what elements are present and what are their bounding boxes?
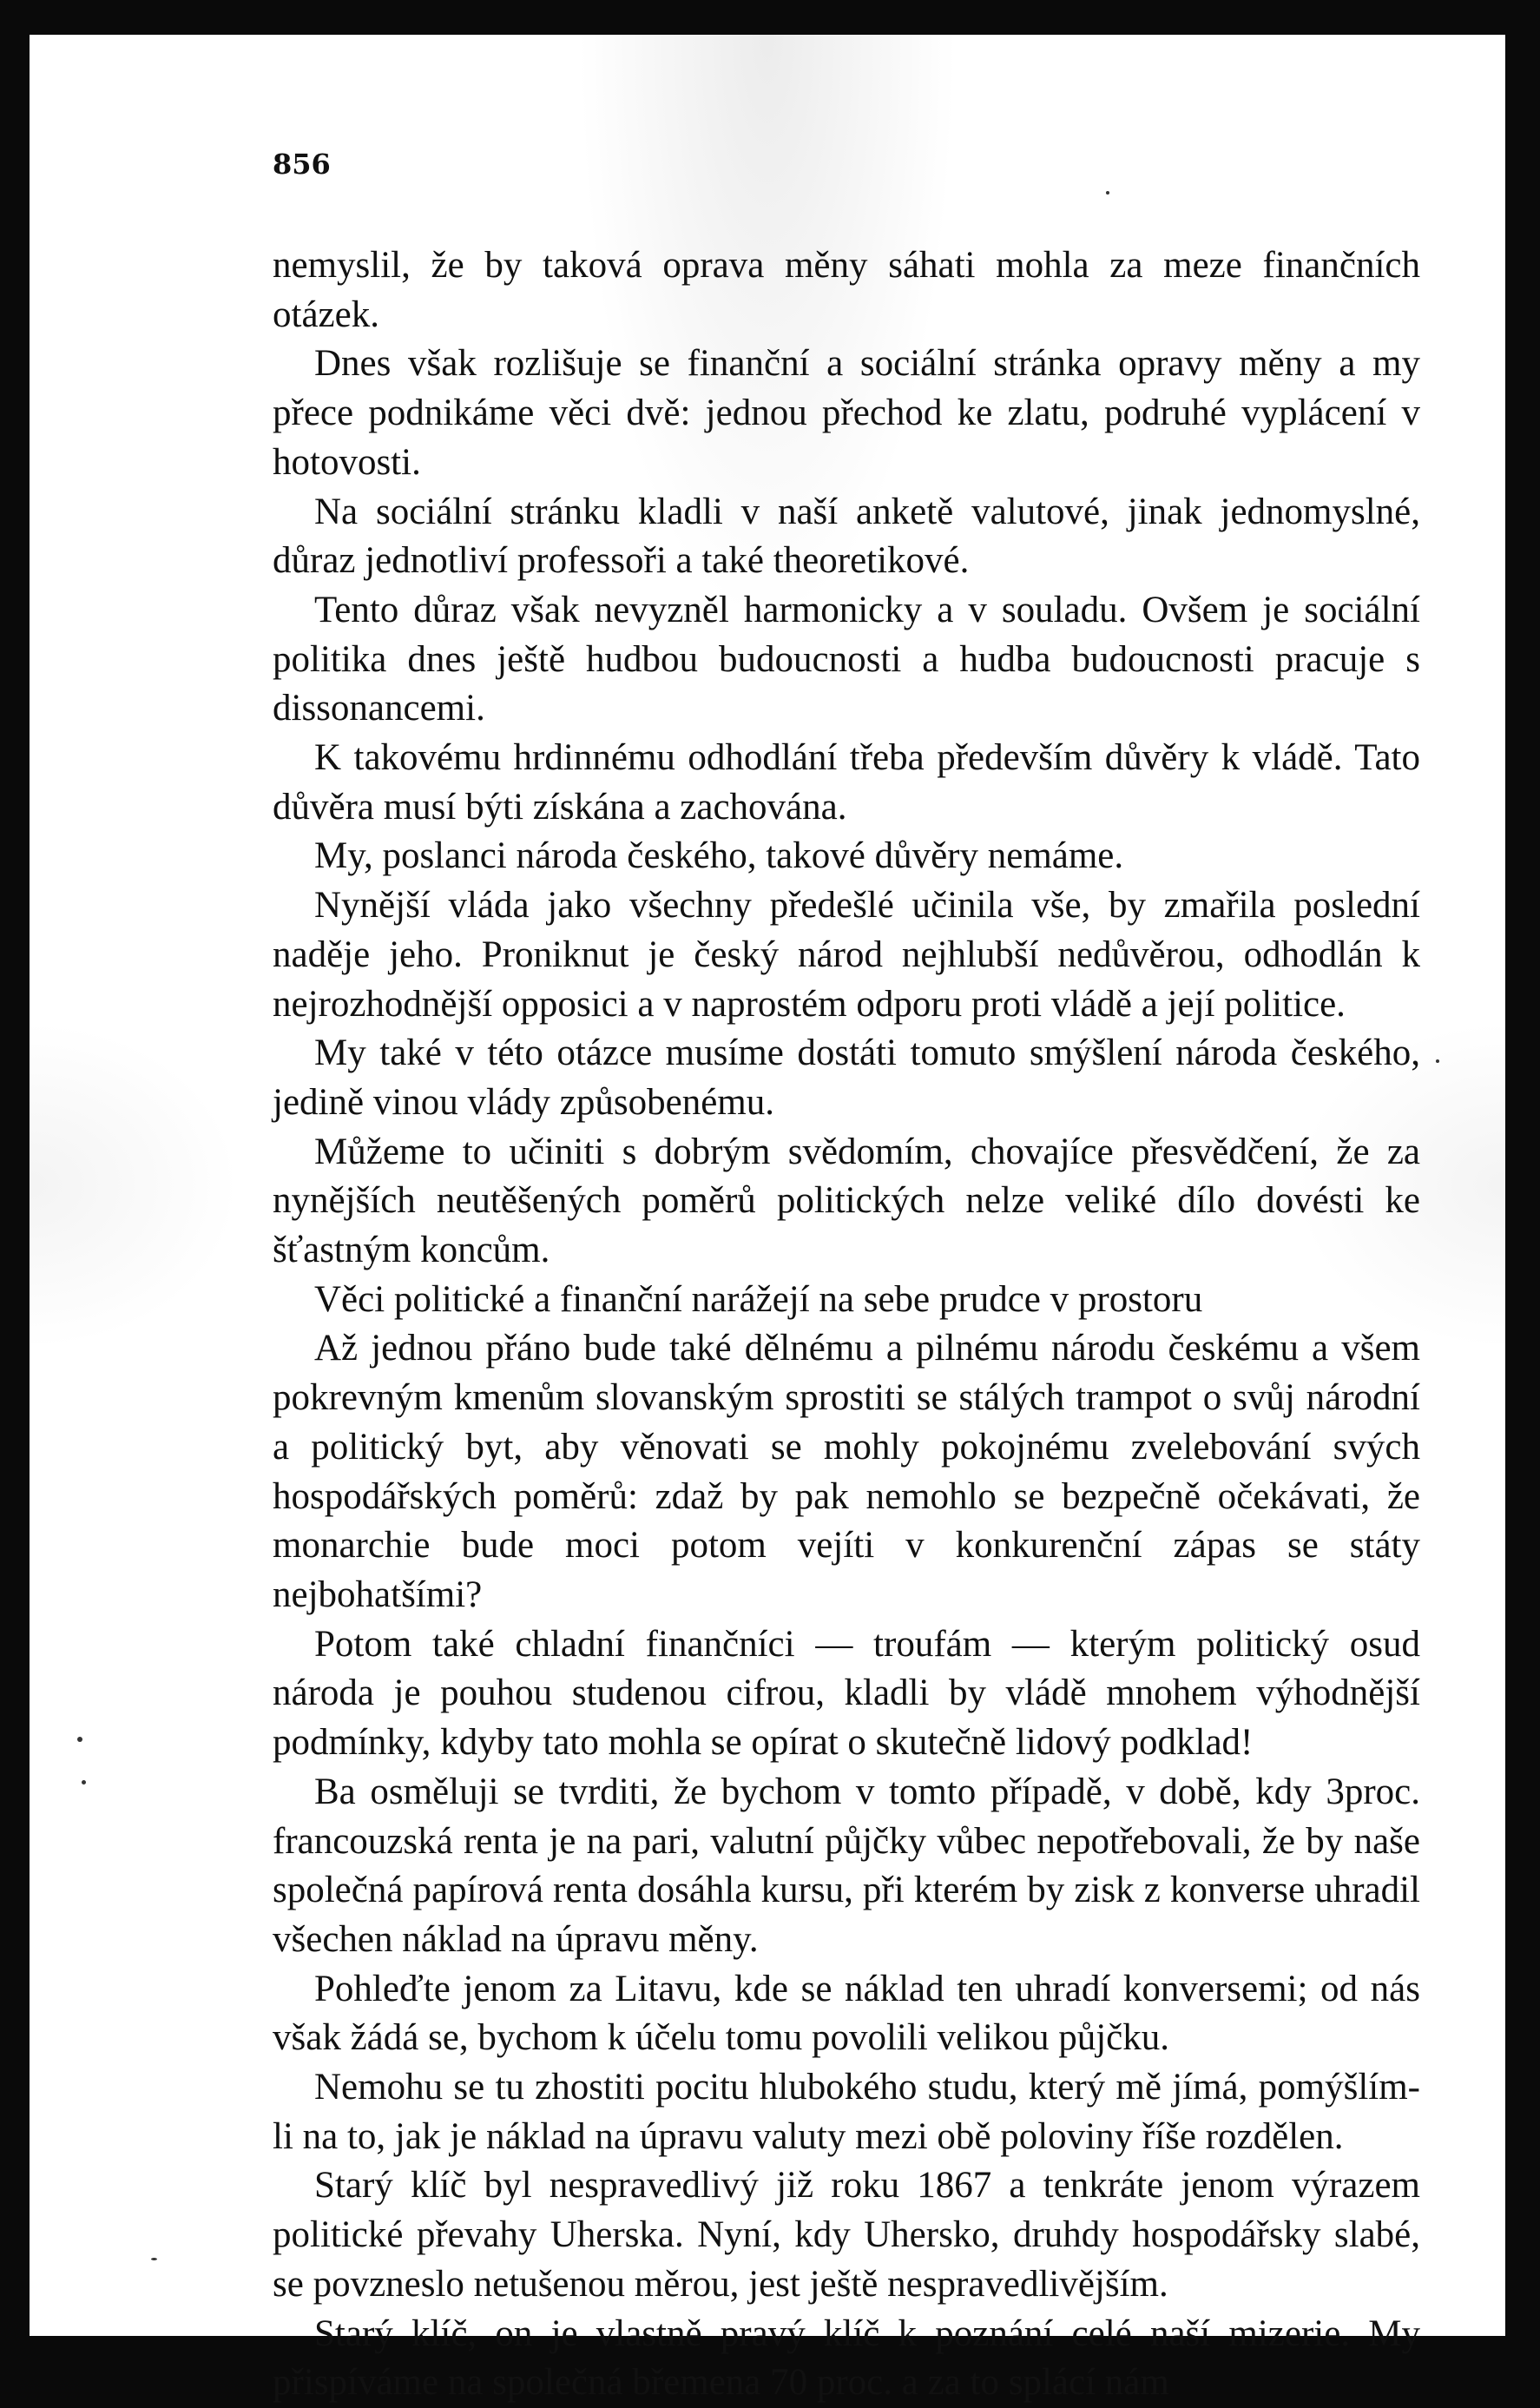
paragraph: Starý klíč, on je vlastně pravý klíč k poznání celé naší mizerie. My přispíváme na společná břemena 70 proc. a za to splácí nám [273, 2312, 1420, 2404]
paragraph: Tento důraz však nevyzněl harmonicky a v souladu. Ovšem je sociální politika dnes ještě hudbou budoucnosti a hudba budoucnosti pracuje s dissonancemi. [273, 589, 1420, 729]
paragraph: My také v této otázce musíme dostáti tomuto smýšlení národa českého, jedině vinou vlády způsobenému. [273, 1032, 1420, 1123]
paragraph: Ba osměluji se tvrditi, že bychom v tomto případě, v době, kdy 3proc. francouzská renta je na pari, valutní půjčky vůbec nepotřebovali, že by naše společná papírová renta dosáhla kursu, při kterém by zisk z konverse uhradil všechen náklad na úpravu měny. [273, 1771, 1420, 1960]
paragraph: Potom také chladní finančníci — troufám — kterým politický osud národa je pouhou studenou cifrou, kladli by vládě mnohem výhodnější podmínky, kdyby tato mohla se opírat o skutečně lidový podklad! [273, 1623, 1420, 1764]
speck [82, 1780, 86, 1785]
paragraph: Dnes však rozlišuje se finanční a sociální stránka opravy měny a my přece podnikáme věci dvě: jednou přechod ke zlatu, podruhé vyplácení v hotovosti. [273, 343, 1420, 483]
paragraph: My, poslanci národa českého, takové důvěry nemáme. [314, 835, 1124, 877]
paragraph: K takovému hrdinnému odhodlání třeba především důvěry k vládě. Tato důvěra musí býti získána a zachována. [273, 737, 1420, 828]
paragraph: nemyslil, že by taková oprava měny sáhati mohla za meze finančních otázek. [273, 245, 1420, 335]
paragraph: Nynější vláda jako všechny předešlé učinila vše, by zmařila poslední naděje jeho. Proniknut je český národ nejhlubší nedůvěrou, odhodlán k nejrozhodnější opposici a v naprostém odporu proti vládě a její politice. [273, 885, 1420, 1025]
scanned-page [30, 35, 1505, 2404]
paragraph: Pohleďte jenom za Litavu, kde se náklad ten uhradí konversemi; od nás však žádá se, bychom k účelu tomu povolili velikou půjčku. [273, 1968, 1420, 2059]
page-number: 856 [273, 148, 331, 181]
body-text [273, 241, 1420, 2408]
paragraph: Starý klíč byl nespravedlivý již roku 1867 a tenkráte jenom výrazem politické převahy Uherska. Nyní, kdy Uhersko, druhdy hospodářsky slabé, se povzneslo netušenou měrou, jest ještě nespravedlivějším. [273, 2165, 1420, 2305]
speck [1436, 1059, 1439, 1063]
paragraph: Až jednou přáno bude také dělnému a pilnému národu českému a všem pokrevným kmenům slovanským sprostiti se stálých trampot o svůj národní a politický byt, aby věnovati se mohly pokojnému zvelebování svých hospodářských poměrů: zdaž by pak nemohlo se bezpečně očekávati, že monarchie bude moci potom vejíti v konkurenční zápas se státy nejbohatšími? [273, 1328, 1420, 1615]
paragraph: Můžeme to učiniti s dobrým svědomím, chovajíce přesvědčení, že za nynějších neutěšených poměrů politických nelze veliké dílo dovésti ke šťastným koncům. [273, 1131, 1420, 1271]
paragraph: Na sociální stránku kladli v naší anketě valutové, jinak jednomyslné, důraz jednotliví professoři a také theoretikové. [273, 491, 1420, 582]
speck [151, 2258, 157, 2260]
paragraph: Nemohu se tu zhostiti pocitu hlubokého studu, který mě jímá, pomýšlím-li na to, jak je náklad na úpravu valuty mezi obě poloviny říše rozdělen. [273, 2067, 1420, 2157]
paragraph: Věci politické a finanční narážejí na sebe prudce v prostoru [314, 1278, 1203, 1320]
speck [1106, 191, 1109, 195]
speck [77, 1737, 82, 1742]
